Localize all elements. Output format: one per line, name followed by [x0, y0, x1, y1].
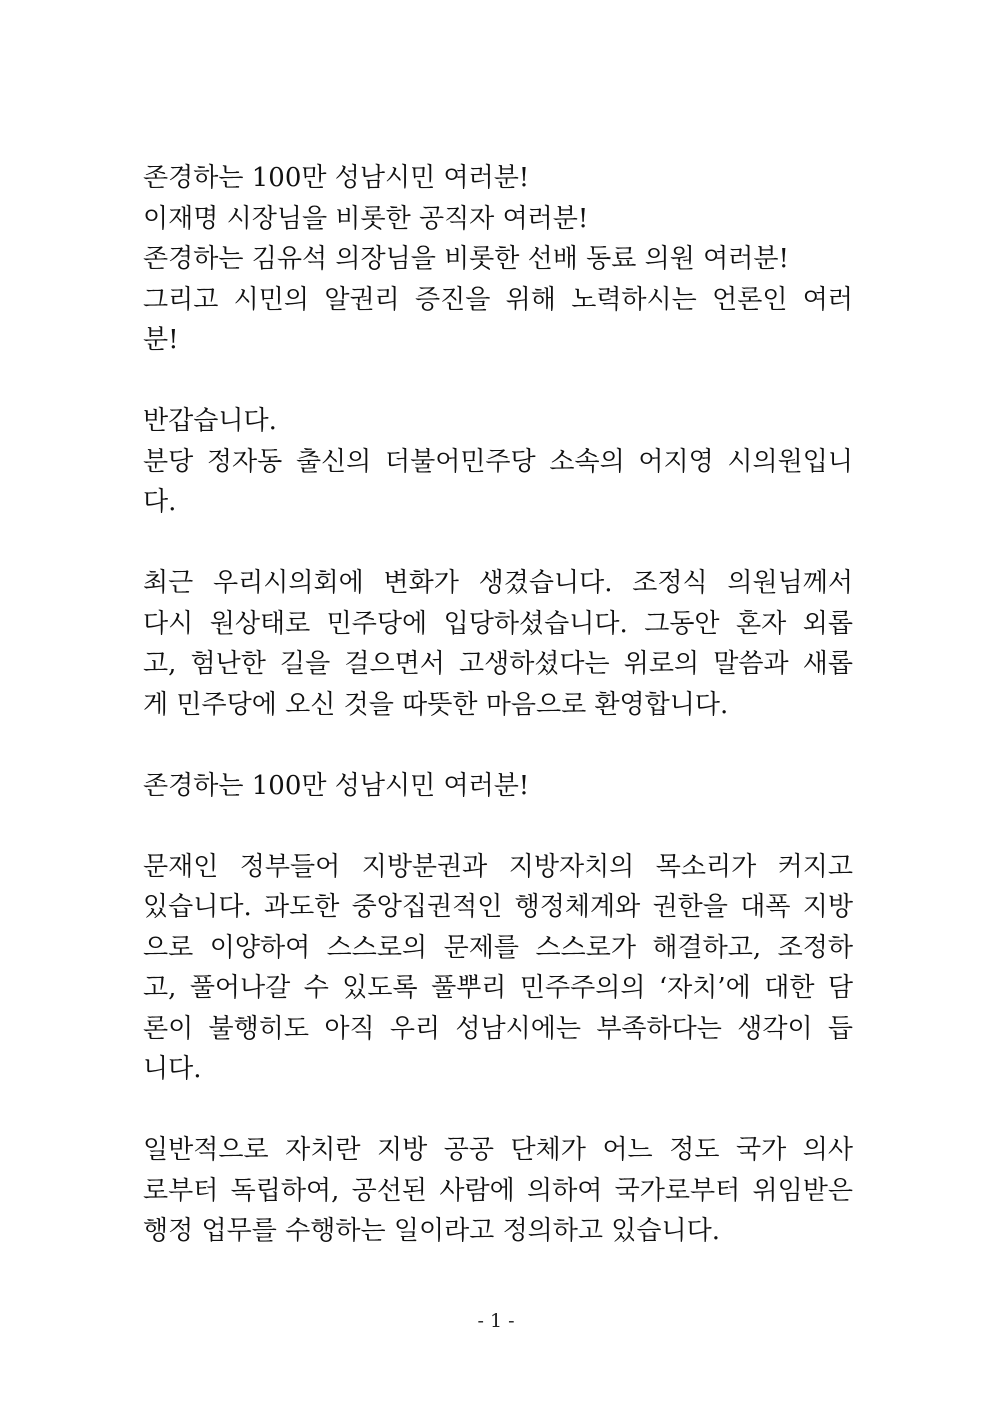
text-line: 분! — [143, 325, 179, 355]
paragraph-address — [143, 766, 853, 807]
paragraph-autonomy-definition — [143, 1130, 853, 1252]
text-line: 있습니다. 과도한 중앙집권적인 행정체계와 권한을 대폭 지방 — [143, 892, 853, 922]
text-line: 으로 이양하여 스스로의 문제를 스스로가 해결하고, 조정하 — [143, 932, 853, 963]
paragraph-greeting — [143, 158, 853, 361]
text-line: 그리고 시민의 알권리 증진을 위해 노력하시는 언론인 여러 — [143, 284, 853, 315]
text-line: 게 민주당에 오신 것을 따뜻한 마음으로 환영합니다. — [143, 689, 729, 720]
text-line: 일반적으로 자치란 지방 공공 단체가 어느 정도 국가 의사 — [143, 1135, 853, 1165]
text-line: 이재명 시장님을 비롯한 공직자 여러분! — [143, 203, 589, 234]
text-line: 최근 우리시의회에 변화가 생겼습니다. 조정식 의원님께서 — [143, 568, 853, 598]
text-line: 반갑습니다. — [143, 406, 277, 436]
text-line: 다시 원상태로 민주당에 입당하셨습니다. 그동안 혼자 외롭 — [143, 608, 853, 639]
paragraph-introduction — [143, 401, 853, 523]
paragraph-council-change — [143, 563, 853, 725]
text-line: 분당 정자동 출신의 더불어민주당 소속의 어지영 시의원입니 — [143, 446, 853, 477]
text-line: 행정 업무를 수행하는 일이라고 정의하고 있습니다. — [143, 1216, 721, 1246]
text-line: 로부터 독립하여, 공선된 사람에 의하여 국가로부터 위임받은 — [143, 1175, 853, 1206]
text-line: 다. — [143, 487, 177, 517]
text-line: 고, 험난한 길을 걸으면서 고생하셨다는 위로의 말씀과 새롭 — [143, 649, 853, 679]
speech-body — [143, 158, 853, 1292]
text-line: 존경하는 김유석 의장님을 비롯한 선배 동료 의원 여러분! — [143, 244, 789, 274]
paragraph-decentralization — [143, 847, 853, 1090]
page-number: - 1 - — [477, 1310, 515, 1332]
text-line: 고, 풀어나갈 수 있도록 풀뿌리 민주주의의 ‘자치’에 대한 담 — [143, 973, 853, 1003]
text-line: 론이 불행히도 아직 우리 성남시에는 부족하다는 생각이 듭 — [143, 1013, 853, 1044]
text-line: 존경하는 100만 성남시민 여러분! — [143, 163, 530, 193]
text-line: 존경하는 100만 성남시민 여러분! — [143, 770, 530, 801]
text-line: 니다. — [143, 1054, 202, 1084]
text-line: 문재인 정부들어 지방분권과 지방자치의 목소리가 커지고 — [143, 851, 853, 882]
